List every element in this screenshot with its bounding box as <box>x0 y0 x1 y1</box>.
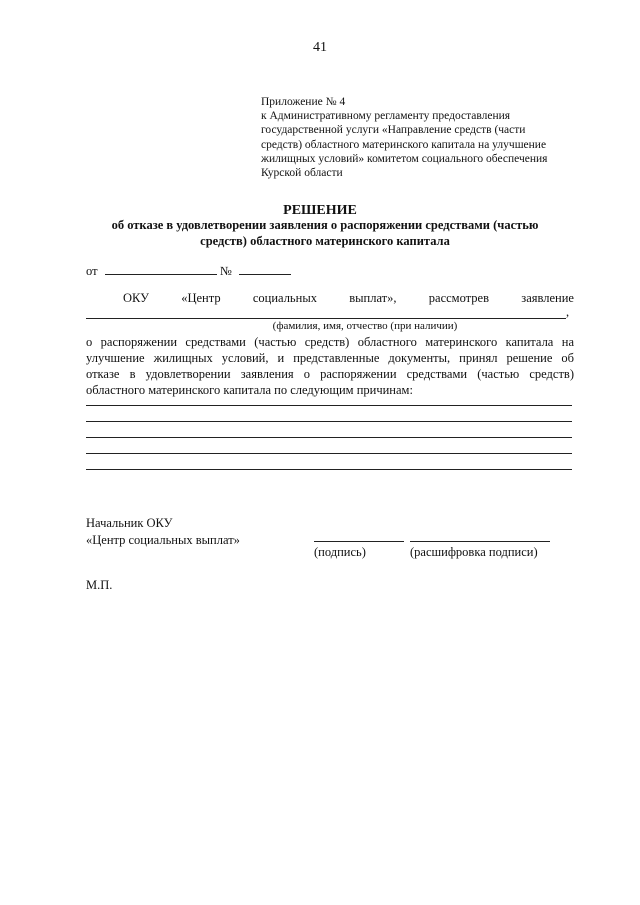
reason-blank-line <box>86 469 572 470</box>
reason-blank-line <box>86 421 572 422</box>
signer-position <box>86 515 240 549</box>
appendix-line: к Административному регламенту предоставления <box>261 110 511 123</box>
intro-word: рассмотрев <box>428 291 489 305</box>
applicant-name-caption: (фамилия, имя, отчество (при наличии) <box>272 320 458 332</box>
number-blank <box>239 263 291 275</box>
date-number-line <box>86 263 291 279</box>
appendix-line: государственной услуги «Направление средств (части <box>261 124 526 137</box>
signature-decode-blank <box>410 541 550 542</box>
intro-word: выплат», <box>349 291 397 305</box>
signature-blank <box>314 541 404 542</box>
decision-text-line: отказе в удовлетворении заявления о распоряжении средствами (частью средств) <box>86 367 574 381</box>
appendix-line: Приложение № 4 <box>261 96 346 108</box>
reason-blank-line <box>86 405 572 406</box>
document-title: РЕШЕНИЕ <box>283 203 357 218</box>
signer-position-line: «Центр социальных выплат» <box>86 533 240 547</box>
decision-text <box>86 334 574 398</box>
from-label: от <box>86 264 98 278</box>
reason-blank-line <box>86 453 572 454</box>
intro-line <box>86 291 574 306</box>
intro-word: ОКУ <box>123 291 149 305</box>
intro-word: «Центр <box>181 291 221 305</box>
appendix-line: Курской области <box>261 167 343 180</box>
intro-word: заявление <box>521 291 574 305</box>
applicant-name-blank <box>86 318 566 319</box>
signer-position-line: Начальник ОКУ <box>86 516 173 530</box>
page-number: 41 <box>313 40 327 55</box>
decision-text-line: областного материнского капитала по следующим причинам: <box>86 383 413 397</box>
decision-text-line: улучшение жилищных условий, и представленные документы, принял решение об <box>86 351 574 365</box>
name-trailing-comma: , <box>566 305 570 319</box>
reason-blank-line <box>86 437 572 438</box>
decision-text-line: о распоряжении средствами (частью средств) областного материнского капитала на <box>86 335 574 349</box>
signature-decode-caption: (расшифровка подписи) <box>410 545 538 559</box>
intro-word: социальных <box>252 291 317 305</box>
document-subtitle: об отказе в удовлетворении заявления о распоряжении средствами (частью средств) областного материнского капитала <box>111 218 539 248</box>
number-label: № <box>219 264 232 278</box>
date-blank <box>105 263 217 275</box>
appendix-line: средств) областного материнского капитала на улучшение <box>261 138 547 151</box>
appendix-note <box>261 95 547 180</box>
appendix-line: жилищных условий» комитетом социального обеспечения <box>261 152 548 165</box>
signature-caption: (подпись) <box>314 545 366 559</box>
stamp-place: М.П. <box>86 578 113 592</box>
